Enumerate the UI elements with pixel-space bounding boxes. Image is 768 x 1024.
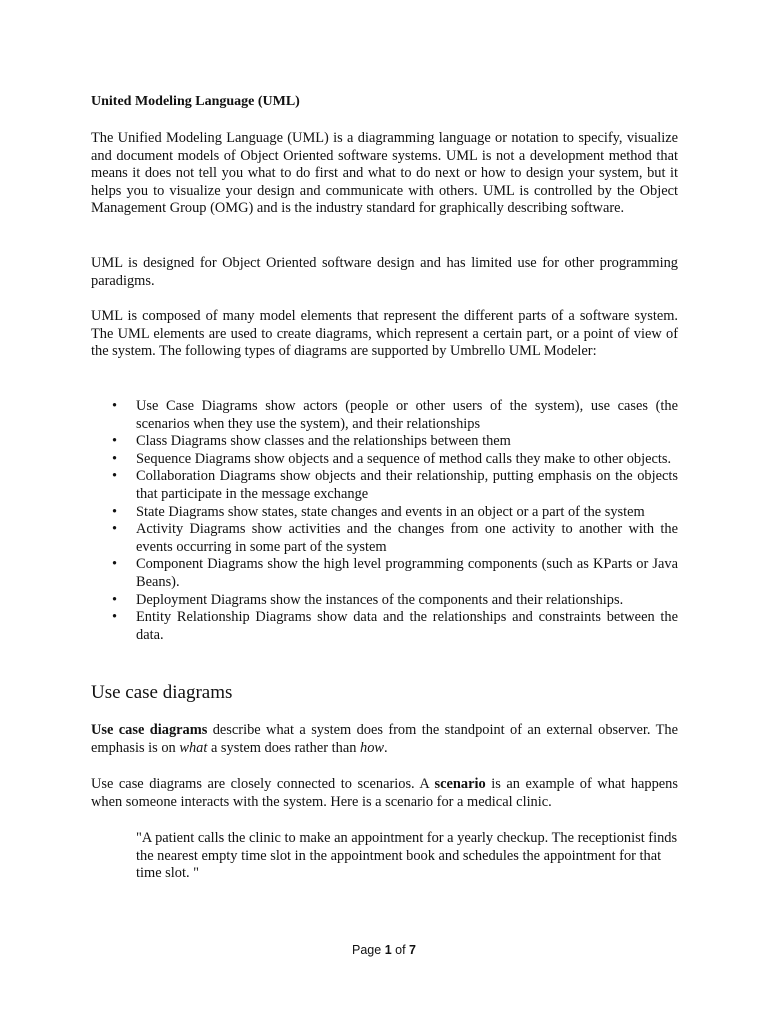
- bullet-icon: •: [112, 398, 118, 414]
- paragraph-text: Use case diagrams are closely connected to scenarios. A: [91, 776, 435, 792]
- paragraph-text: describe what a system does from the standpoint of an external observer. The emphasis is on: [91, 722, 678, 756]
- list-item: [112, 591, 678, 610]
- footer-current-page: 1: [384, 943, 392, 957]
- italic-how: how: [360, 739, 384, 756]
- model-elements-paragraph: UML is composed of many model elements that represent the different parts of a software system. The UML elements are used to create diagrams, which represent a certain part, or a point of view of the system. The following types of diagrams are supported by Umbrello UML Modeler:: [91, 308, 678, 360]
- list-item: [112, 503, 678, 522]
- list-item: [112, 521, 678, 556]
- intro-paragraph: The Unified Modeling Language (UML) is a diagramming language or notation to specify, visualize and document models of Object Oriented software systems. UML is not a development method that means it does not tell you what to do first and what to do next or how to design your system, but it helps you to visualize your design and communicate with others. UML is controlled by the Object Management Group (OMG) and is the industry standard for graphically describing software.: [91, 130, 678, 217]
- list-item-text: Class Diagrams show classes and the relationships between them: [136, 433, 511, 450]
- oo-design-paragraph: UML is designed for Object Oriented software design and has limited use for other programming paradigms.: [91, 255, 678, 289]
- list-item-text: Sequence Diagrams show objects and a sequence of method calls they make to other objects.: [136, 450, 672, 467]
- bold-term-scenario: scenario: [434, 776, 486, 792]
- use-case-definition-paragraph: [91, 722, 678, 757]
- bullet-icon: •: [112, 468, 118, 485]
- bold-term-use-case-diagrams: Use case diagrams: [91, 722, 208, 738]
- list-item: [112, 609, 678, 644]
- paragraph-text: a system does rather than: [207, 739, 360, 756]
- list-item-text: State Diagrams show states, state changes and events in an object or a part of the system: [136, 503, 645, 520]
- list-item: [112, 556, 678, 591]
- list-item: [112, 450, 678, 469]
- section-heading: Use case diagrams: [91, 682, 233, 703]
- bullet-icon: •: [112, 556, 118, 573]
- bullet-icon: •: [112, 521, 118, 538]
- bullet-icon: •: [112, 450, 118, 467]
- footer-page-label: Page: [352, 943, 385, 957]
- paragraph-text: .: [384, 739, 388, 756]
- list-item: [112, 433, 678, 451]
- document-page: [91, 0, 678, 1024]
- list-item-text: Entity Relationship Diagrams show data and the relationships and constraints between the data.: [136, 609, 678, 643]
- list-item-text: Collaboration Diagrams show objects and their relationship, putting emphasis on the objects that participate in the message exchange: [136, 468, 678, 502]
- bullet-icon: •: [112, 609, 118, 626]
- footer-of-label: of: [391, 943, 410, 957]
- paragraph-text: is an example of what happens when someone interacts with the system. Here is a scenario for a medical clinic.: [91, 776, 678, 810]
- list-item-text: Use Case Diagrams show actors (people or other users of the system), use cases (the scenarios when they use the system), and their relationships: [136, 398, 678, 432]
- list-item: [112, 398, 678, 433]
- list-item-text: Component Diagrams show the high level programming components (such as KParts or Java Beans).: [136, 556, 678, 590]
- page-footer: [0, 942, 768, 958]
- diagram-types-list: [112, 398, 678, 644]
- bullet-icon: •: [112, 433, 118, 450]
- list-item-text: Deployment Diagrams show the instances of the components and their relationships.: [136, 591, 624, 608]
- list-item: [112, 468, 678, 503]
- scenario-paragraph: [91, 776, 678, 811]
- document-title: United Modeling Language (UML): [91, 94, 300, 109]
- scenario-quote: "A patient calls the clinic to make an appointment for a yearly checkup. The receptionist finds the nearest empty time slot in the appointment book and schedules the appointment for that time slot. ": [136, 830, 678, 882]
- bullet-icon: •: [112, 591, 118, 608]
- footer-total-pages: 7: [409, 943, 416, 957]
- italic-what: what: [179, 739, 208, 756]
- list-item-text: Activity Diagrams show activities and the changes from one activity to another with the events occurring in some part of the system: [136, 521, 678, 555]
- bullet-icon: •: [112, 503, 118, 520]
